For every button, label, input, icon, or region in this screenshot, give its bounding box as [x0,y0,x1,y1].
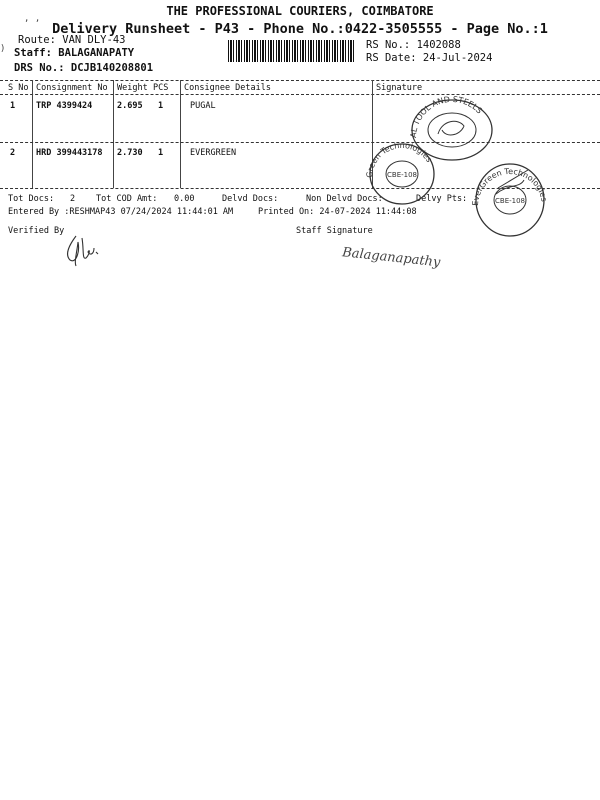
drs-number: DRS No.: DCJB140208801 [14,62,154,74]
row2-pcs: 1 [158,148,164,158]
row1-consignment: TRP 4399424 [36,101,93,111]
delvy-pts-label: Delvy Pts: [416,194,468,204]
verified-by-label: Verified By [8,226,65,236]
svg-text:Green Technologies: Green Technologies [364,140,434,179]
scan-mark: , , [24,14,41,24]
col-divider [32,80,33,188]
row1-sno: 1 [10,101,16,111]
staff-signature-label: Staff Signature [296,226,373,236]
col-header-pcs: PCS [153,83,169,93]
scan-mark: ) [0,44,6,54]
staff-signature-text: Balaganapathy [341,245,441,271]
barcode [228,40,356,62]
tot-docs-label: Tot Docs: [8,194,55,204]
company-stamp-3 [468,158,552,240]
row2-sno: 2 [10,148,16,158]
tot-docs-value: 2 [70,194,76,204]
table-top-rule [0,80,600,81]
col-header-sno: S No [8,83,29,93]
non-delvd-label: Non Delvd Docs: [306,194,383,204]
row1-weight: 2.695 [117,101,143,111]
row-divider [0,142,600,143]
col-divider [113,80,114,188]
staff-label: Staff: BALAGANAPATY [14,47,135,59]
row2-weight: 2.730 [117,148,143,158]
delvd-docs-label: Delvd Docs: [222,194,279,204]
company-stamp-2 [362,138,442,208]
svg-text:CBE-108: CBE-108 [387,171,417,179]
entered-by: Entered By :RESHMAP43 07/24/2024 11:44:01 AM [8,207,234,217]
runsheet-title: Delivery Runsheet - P43 - Phone No.:0422-3505555 - Page No.:1 [52,21,548,37]
row1-pcs: 1 [158,101,164,111]
tot-cod-label: Tot COD Amt: [96,194,158,204]
printed-on: Printed On: 24-07-2024 11:44:08 [258,207,417,217]
rs-number: RS No.: 1402088 [366,39,461,51]
svg-text:EverGreen Technologies: EverGreen Technologies [470,166,549,207]
svg-text:CBE-108: CBE-108 [495,197,525,205]
rs-date: RS Date: 24-Jul-2024 [366,52,493,64]
tot-cod-value: 0.00 [174,194,195,204]
col-header-consignee: Consignee Details [184,83,271,93]
route-label: Route: VAN DLY-43 [18,34,126,46]
verified-by-signature [60,230,130,270]
row1-consignee: PUGAL [190,101,216,111]
row2-consignment: HRD 399443178 [36,148,103,158]
col-header-weight: Weight [117,83,148,93]
table-header-rule [0,94,600,95]
col-header-signature: Signature [376,83,423,93]
col-divider [180,80,181,188]
company-title: THE PROFESSIONAL COURIERS, COIMBATORE [166,4,434,18]
row2-consignee: EVERGREEN [190,148,237,158]
staff-signature [338,238,468,278]
svg-text:AL TOOL AND STEELS: AL TOOL AND STEELS [408,94,484,139]
col-header-consignment: Consignment No [36,83,108,93]
